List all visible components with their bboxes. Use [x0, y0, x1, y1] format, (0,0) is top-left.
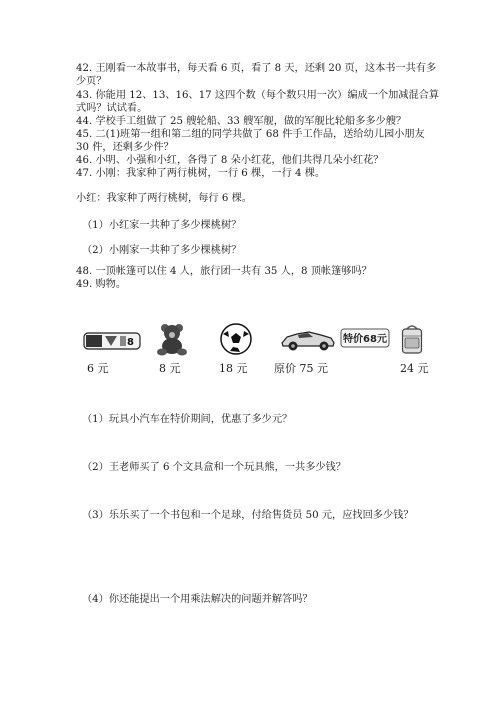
soccer-ball-image	[219, 322, 253, 356]
question-47: 47. 小刚：我家种了两行桃树，一行 6 棵，一行 4 棵。	[76, 168, 326, 179]
question-47-sub1: （1）小红家一共种了多少棵桃树？	[82, 220, 242, 231]
question-42-line1: 42. 王刚看一本故事书，每天看 6 页，看了 8 天，还剩 20 页，这本书一共有多	[76, 63, 437, 74]
price-car-original: 原价 75 元	[274, 362, 328, 375]
question-49-sub2: （2）王老师买了 6 个文具盒和一个玩具熊，一共多少钱？	[82, 462, 346, 473]
question-49-sub1: （1）玩具小汽车在特价期间，优惠了多少元？	[82, 414, 293, 425]
question-46: 46. 小明、小强和小红，各得了 8 朵小红花，他们共得几朵小红花？	[76, 155, 384, 166]
price-pencil-case: 6 元	[87, 362, 109, 375]
toy-car-image	[279, 326, 337, 352]
question-47-sub2: （2）小刚家一共种了多少棵桃树？	[82, 245, 242, 256]
question-43-line2: 式吗？试试看。	[76, 103, 148, 114]
question-43-line1: 43. 你能用 12、13、16、17 这四个数（每个数只用一次）编成一个加减混合算	[76, 90, 440, 101]
sale-tag-label: 特价68元	[343, 334, 387, 345]
question-49: 49. 购物。	[76, 279, 127, 290]
teddy-bear-image	[156, 322, 188, 356]
school-bag-image	[401, 323, 423, 355]
pencil-case-image	[83, 330, 143, 352]
pencil-case-label: 8	[127, 337, 134, 348]
question-44: 44. 学校手工组做了 25 艘轮船、33 艘军舰，做的军舰比轮船多多少艘？	[76, 116, 407, 127]
question-49-sub4: （4）你还能提出一个用乘法解决的问题并解答吗？	[82, 594, 313, 605]
question-42-line2: 少页？	[76, 76, 107, 87]
question-49-sub3: （3）乐乐买了一个书包和一个足球，付给售货员 50 元，应找回多少钱？	[82, 510, 414, 521]
question-45-line2: 30 件，还剩多少件？	[76, 142, 174, 153]
question-48: 48. 一顶帐篷可以住 4 人，旅行团一共有 35 人，8 顶帐篷够吗？	[76, 266, 372, 277]
price-ball: 18 元	[219, 362, 248, 375]
question-45-line1: 45. 二(1)班第一组和第二组的同学共做了 68 件手工作品，送给幼儿园小朋友	[76, 129, 425, 140]
question-47-xiaohong: 小红：我家种了两行桃树，每行 6 棵。	[76, 193, 252, 204]
sale-tag-image	[340, 328, 390, 348]
price-bag: 24 元	[400, 362, 429, 375]
price-bear: 8 元	[159, 362, 181, 375]
